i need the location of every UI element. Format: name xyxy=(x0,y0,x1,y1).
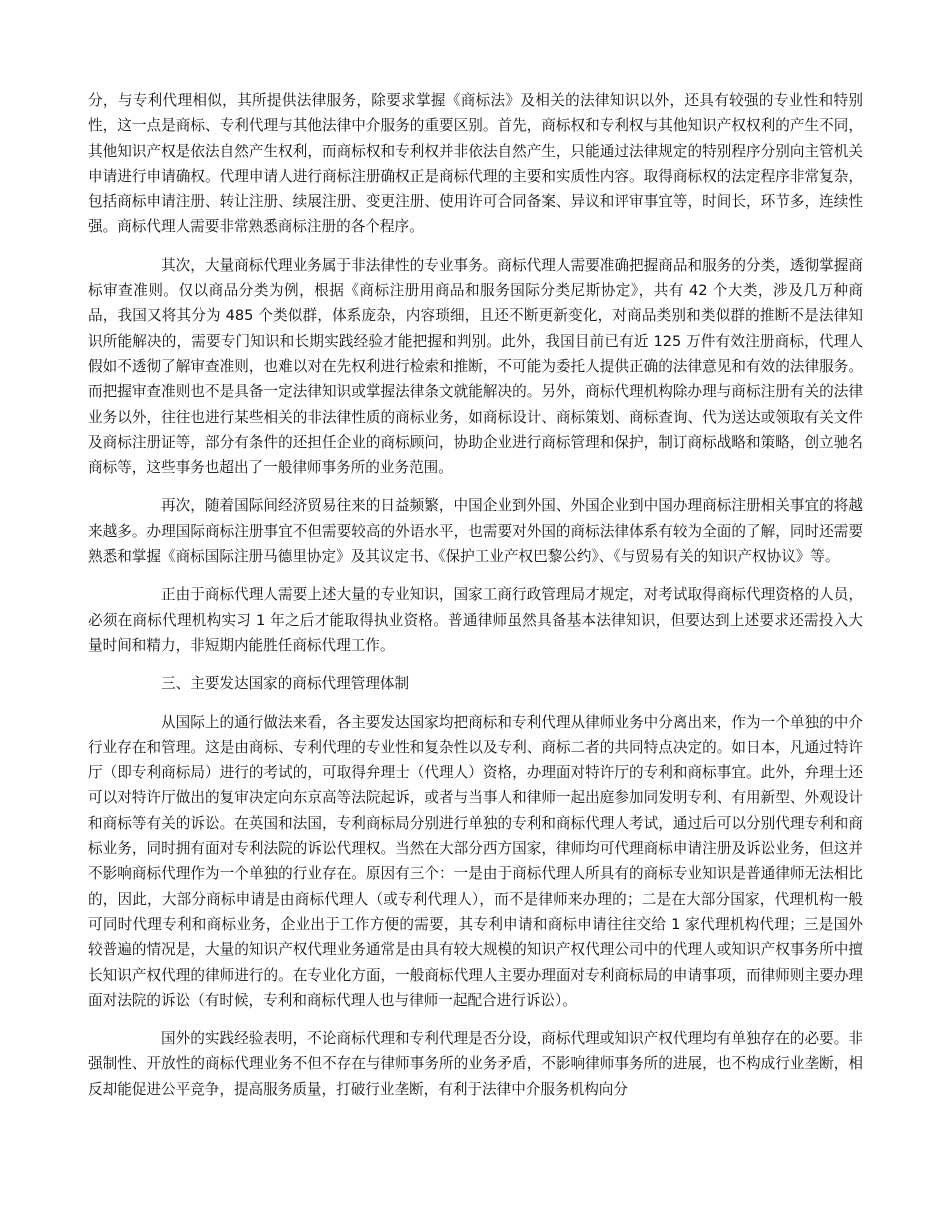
paragraph-international-practice: 从国际上的通行做法来看，各主要发达国家均把商标和专利代理从律师业务中分离出来，作为一个单独的中介行业存在和管理。这是由商标、专利代理的专业性和复杂性以及专利、商标二者的共同特点决定的。如日本，凡通过特许厅（即专利商标局）进行的考试的，可取得弁理士（代理人）资格，办理面对特许厅的专利和商标事宜。此外，弁理士还可以对特许厅做出的复审决定向东京高等法院起诉，或者与当事人和律师一起出庭参加同发明专利、有用新型、外观设计和商标等有关的诉讼。在英国和法国，专利商标局分别进行单独的专利和商标代理人考试，通过后可以分别代理专利和商标业务，同时拥有面对专利法院的诉讼代理权。当然在大部分西方国家，律师均可代理商标申请注册及诉讼业务，但这并不影响商标代理作为一个单独的行业存在。原因有三个：一是由于商标代理人所具有的商标专业知识是普通律师无法相比的，因此，大部分商标申请是由商标代理人（或专利代理人），而不是律师来办理的；二是在大部分国家，代理机构一般可同时代理专利和商标业务，企业出于工作方便的需要，其专利申请和商标申请往往交给 1 家代理机构代理；三是国外较普遍的情况是，大量的知识产权代理业务通常是由具有较大规模的知识产权代理公司中的代理人或知识产权事务所中擅长知识产权代理的律师进行的。在专业化方面，一般商标代理人主要办理面对专利商标局的申请事项，而律师则主要办理面对法院的诉讼（有时候，专利和商标代理人也与律师一起配合进行诉讼）。 xyxy=(88,713,863,1009)
document-page xyxy=(88,88,863,1115)
paragraph-continuation: 分，与专利代理相似，其所提供法律服务，除要求掌握《商标法》及相关的法律知识以外，还具有较强的专业性和特别性，这一点是商标、专利代理与其他法律中介服务的重要区别。首先，商标权和专利权与其他知识产权权利的产生不同，其他知识产权是依法自然产生权利，而商标权和专利权并非依法自然产生，只能通过法律规定的特别程序分别向主管机关申请进行申请确权。代理申请人进行商标注册确权正是商标代理的主要和实质性内容。取得商标权的法定程序非常复杂，包括商标申请注册、转让注册、续展注册、变更注册、使用许可合同备案、异议和评审事宜等，时间长，环节多，连续性强。商标代理人需要非常熟悉商标注册的各个程序。 xyxy=(88,92,863,236)
paragraph-secondly: 其次，大量商标代理业务属于非法律性的专业事务。商标代理人需要准确把握商品和服务的分类，透彻掌握商标审查准则。仅以商品分类为例，根据《商标注册用商品和服务国际分类尼斯协定》，共有 42 个大类，涉及几万种商品，我国又将其分为 485 个类似群，体系庞杂，内容琐细，且还不断更新变化，对商品类别和类似群的推断不是法律知识所能解决的，需要专门知识和长期实践经验才能把握和判别。此外，我国目前已有近 125 万件有效注册商标，代理人假如不透彻了解审查准则，也难以对在先权利进行检索和推断，不可能为委托人提供正确的法律意见和有效的法律服务。而把握审查准则也不是具备一定法律知识或掌握法律条文就能解决的。另外，商标代理机构除办理与商标注册有关的法律业务以外，往往也进行某些相关的非法律性质的商标业务，如商标设计、商标策划、商标查询、代为送达或领取有关文件及商标注册证等，部分有条件的还担任企业的商标顾问，协助企业进行商标管理和保护，制订商标战略和策略，创立驰名商标等，这些事务也超出了一般律师事务所的业务范围。 xyxy=(88,256,863,477)
section-heading: 三、主要发达国家的商标代理管理体制 xyxy=(161,675,410,693)
paragraph-thirdly: 再次，随着国际间经济贸易往来的日益频繁，中国企业到外国、外国企业到中国办理商标注册相关事宜的将越来越多。办理国际商标注册事宜不但需要较高的外语水平，也需要对外国的商标法律体系有较为全面的了解，同时还需要熟悉和掌握《商标国际注册马德里协定》及其议定书、《保护工业产权巴黎公约》、《与贸易有关的知识产权协议》等。 xyxy=(88,497,863,566)
paragraph-therefore: 正由于商标代理人需要上述大量的专业知识，国家工商行政管理局才规定，对考试取得商标代理资格的人员，必须在商标代理机构实习 1 年之后才能取得执业资格。普通律师虽然具备基本法律知识，但要达到上述要求还需投入大量时间和精力，非短期内能胜任商标代理工作。 xyxy=(88,586,863,654)
paragraph-foreign-experience: 国外的实践经验表明，不论商标代理和专利代理是否分设，商标代理或知识产权代理均有单独存在的必要。非强制性、开放性的商标代理业务不但不存在与律师事务所的业务矛盾，不影响律师事务所的进展，也不构成行业垄断，相反却能促进公平竞争，提高服务质量，打破行业垄断，有利于法律中介服务机构向分 xyxy=(88,1030,863,1098)
